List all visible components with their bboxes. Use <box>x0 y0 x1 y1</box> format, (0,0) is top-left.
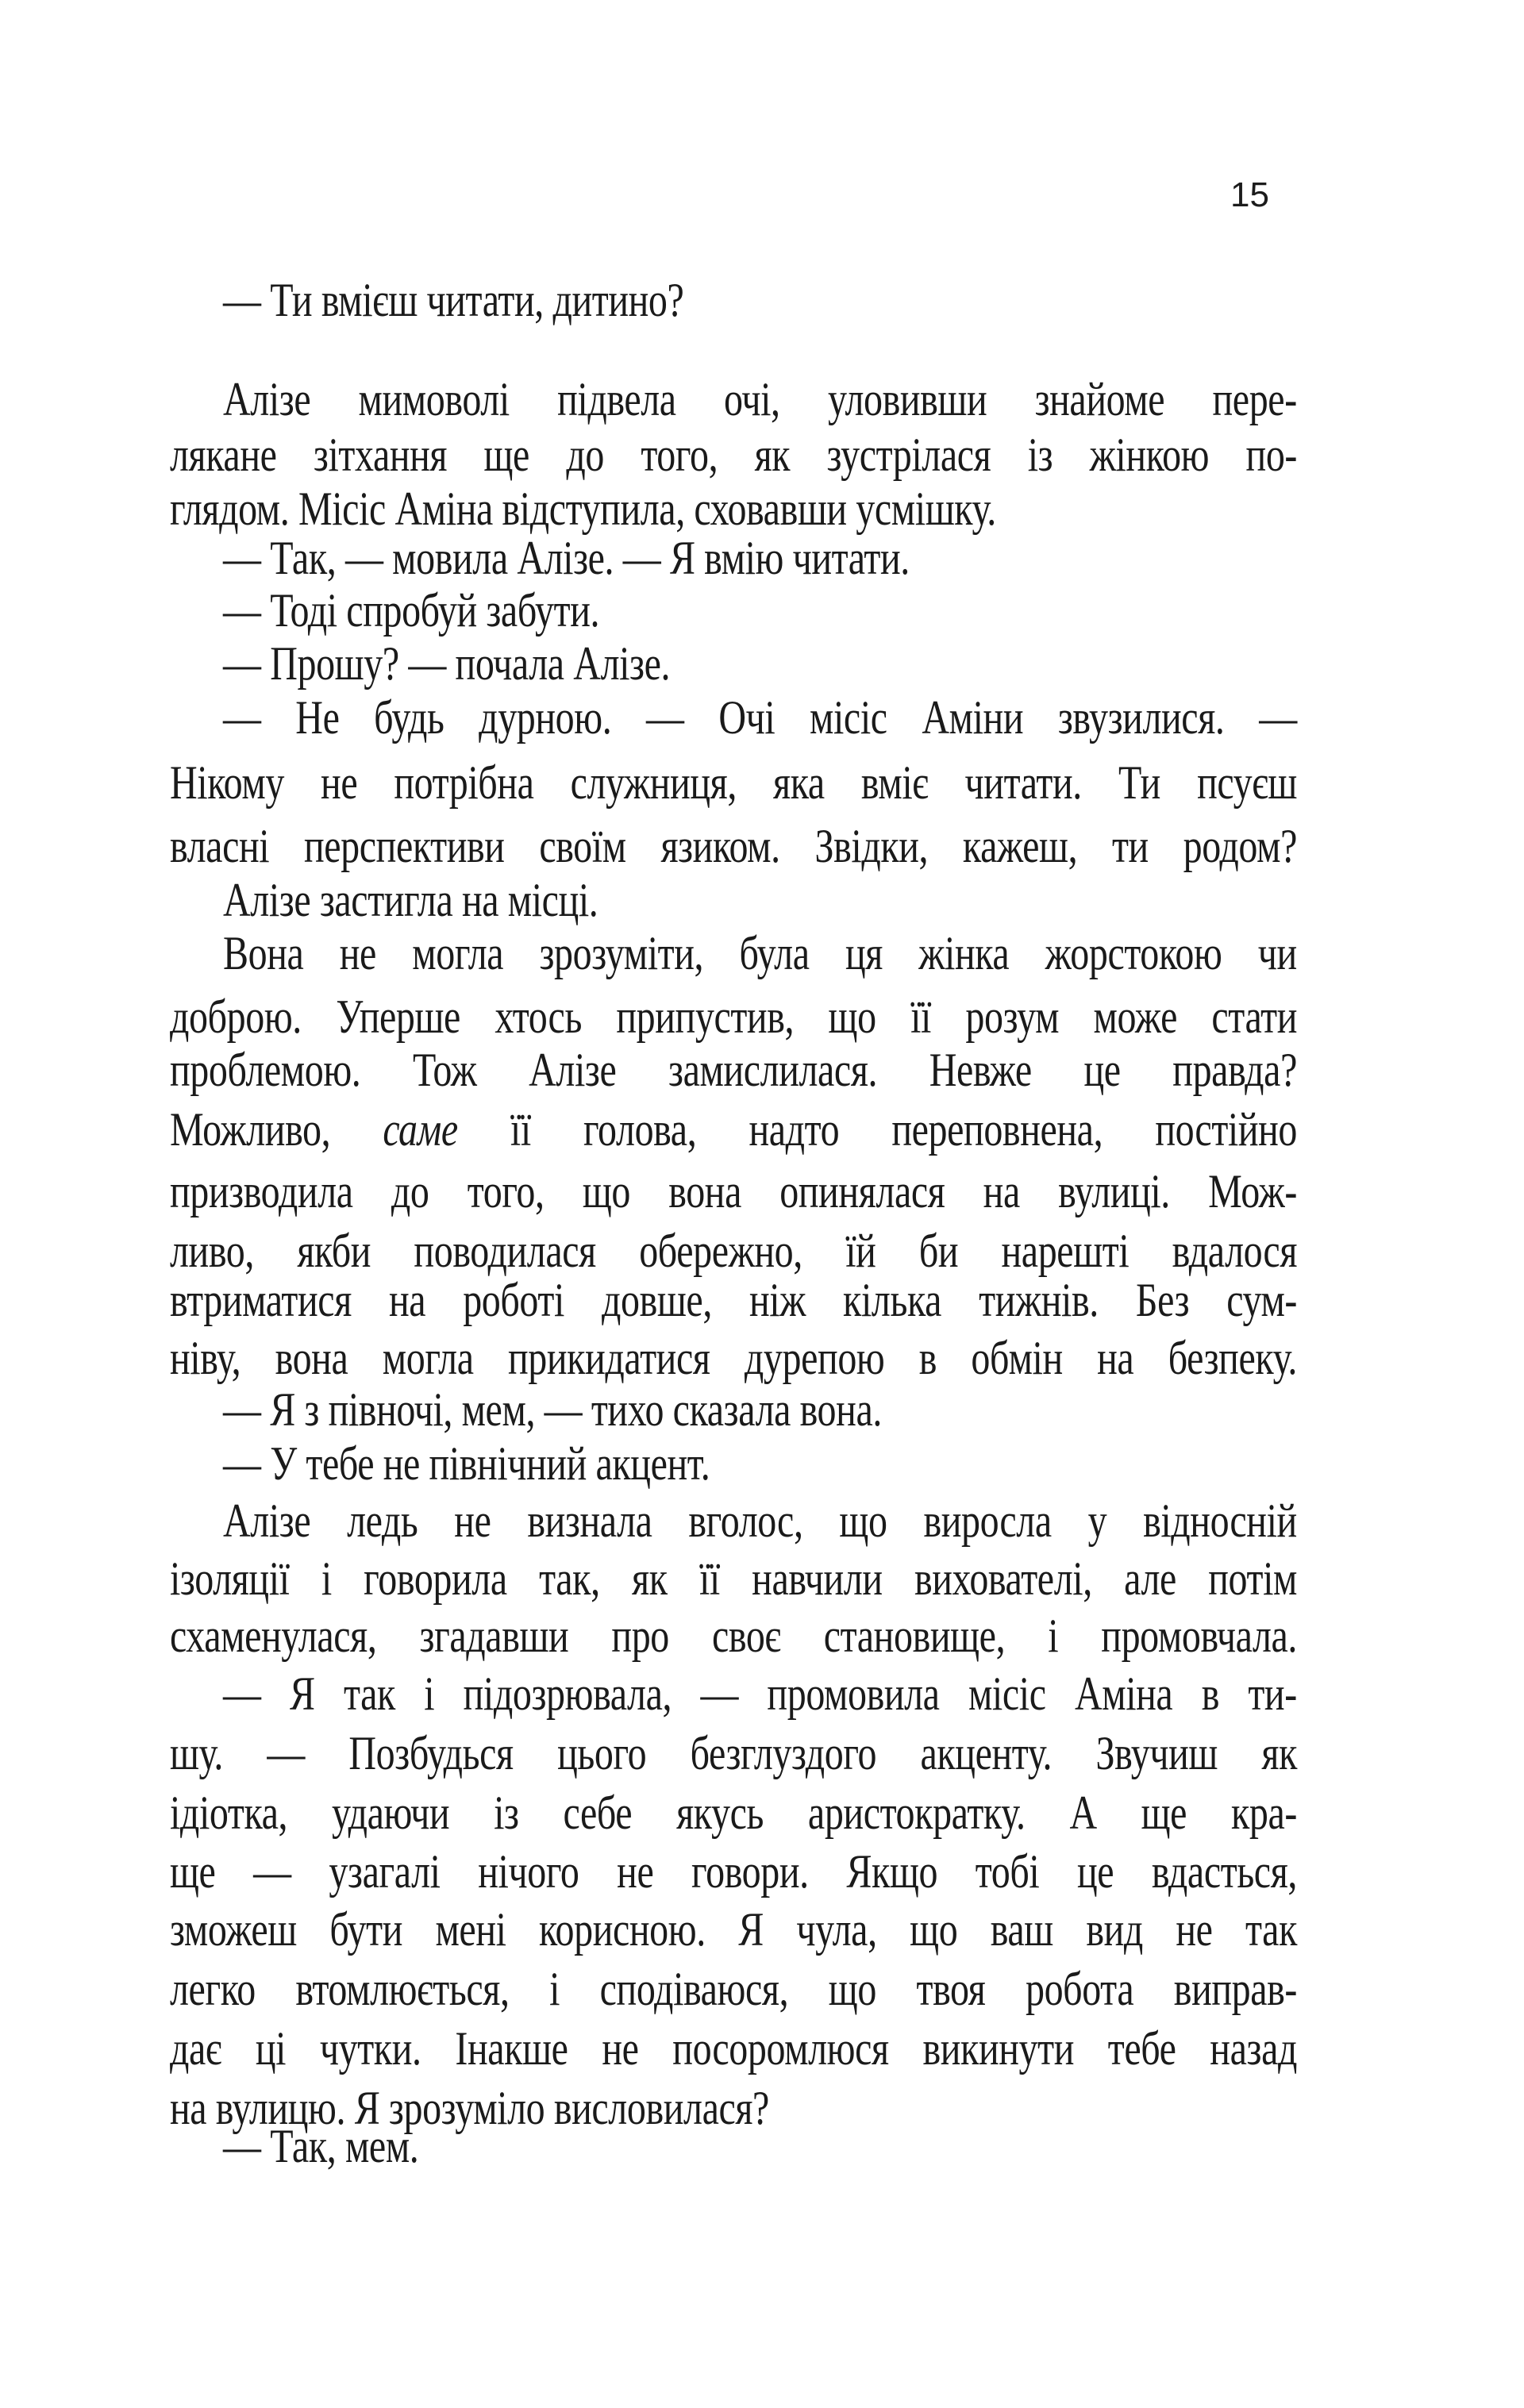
text-line: глядом. Місіс Аміна відступила, сховавши усмішку. <box>170 483 996 535</box>
text-line: Вона не могла зрозуміти, була ця жінка жорстокою чи <box>223 927 1297 979</box>
text-line: ще — узагалі нічого не говори. Якщо тобі це вдасться, <box>170 1845 1297 1898</box>
text-line: — Так, — мовила Алізе. — Я вмію читати. <box>223 532 910 584</box>
text-line: Алізе застигла на місці. <box>223 874 598 926</box>
text-line: власні перспективи своїм язиком. Звідки, кажеш, ти родом? <box>170 820 1297 872</box>
text-line: — Ти вмієш читати, дитино? <box>223 274 684 326</box>
text-line: — Я з півночі, мем, — тихо сказала вона. <box>223 1383 882 1436</box>
text-line: — Прошу? — почала Алізе. <box>223 637 671 690</box>
text-line: на вулицю. Я зрозуміло висловилася? <box>170 2082 769 2134</box>
emphasis-word: саме <box>383 1103 458 1156</box>
text-line: шу. — Позбудься цього безглуздого акценту. Звучиш як <box>170 1727 1297 1779</box>
text-fragment: її голова, надто переповнена, постійно <box>457 1103 1298 1156</box>
text-line: ідіотка, удаючи із себе якусь аристократку. А ще кра- <box>170 1787 1297 1839</box>
text-line: Алізе мимоволі підвела очі, уловивши знайоме пере- <box>223 373 1297 425</box>
text-line: схаменулася, згадавши про своє становище, і промовчала. <box>170 1610 1297 1662</box>
text-line: дає ці чутки. Інакше не посоромлюся викинути тебе назад <box>170 2022 1297 2075</box>
text-line: проблемою. Тож Алізе замислилася. Невже це правда? <box>170 1044 1297 1096</box>
text-line: — Не будь дурною. — Очі місіс Аміни звузилися. — <box>223 691 1297 744</box>
text-fragment: Можливо, <box>170 1103 383 1156</box>
text-line: — Я так і підозрювала, — промовила місіс Аміна в ти- <box>223 1668 1297 1720</box>
text-line: — Тоді спробуй забути. <box>223 584 600 637</box>
text-line: ніву, вона могла прикидатися дурепою в обмін на безпеку. <box>170 1332 1297 1384</box>
text-line: втриматися на роботі довше, ніж кілька тижнів. Без сум- <box>170 1274 1297 1326</box>
text-line: — У тебе не північний акцент. <box>223 1437 710 1490</box>
text-line: ливо, якби поводилася обережно, їй би нарешті вдалося <box>170 1225 1297 1277</box>
text-line: доброю. Уперше хтось припустив, що її розум може стати <box>170 991 1297 1043</box>
text-line <box>170 1101 1297 1158</box>
text-line: лякане зітхання ще до того, як зустрілася із жінкою по- <box>170 429 1297 481</box>
text-line: Нікому не потрібна служниця, яка вміє читати. Ти псуєш <box>170 756 1297 809</box>
text-line: зможеш бути мені корисною. Я чула, що ваш вид не так <box>170 1903 1297 1956</box>
text-line: ізоляції і говорила так, як її навчили вихователі, але потім <box>170 1552 1297 1605</box>
text-line: — Так, мем. <box>223 2120 419 2172</box>
text-line: легко втомлюється, і сподіваюся, що твоя робота виправ- <box>170 1963 1297 2015</box>
text-line: Алізе ледь не визнала вголос, що виросла у відносній <box>223 1494 1297 1547</box>
text-line: призводила до того, що вона опинялася на вулиці. Мож- <box>170 1165 1297 1217</box>
page-number: 15 <box>1230 175 1269 214</box>
